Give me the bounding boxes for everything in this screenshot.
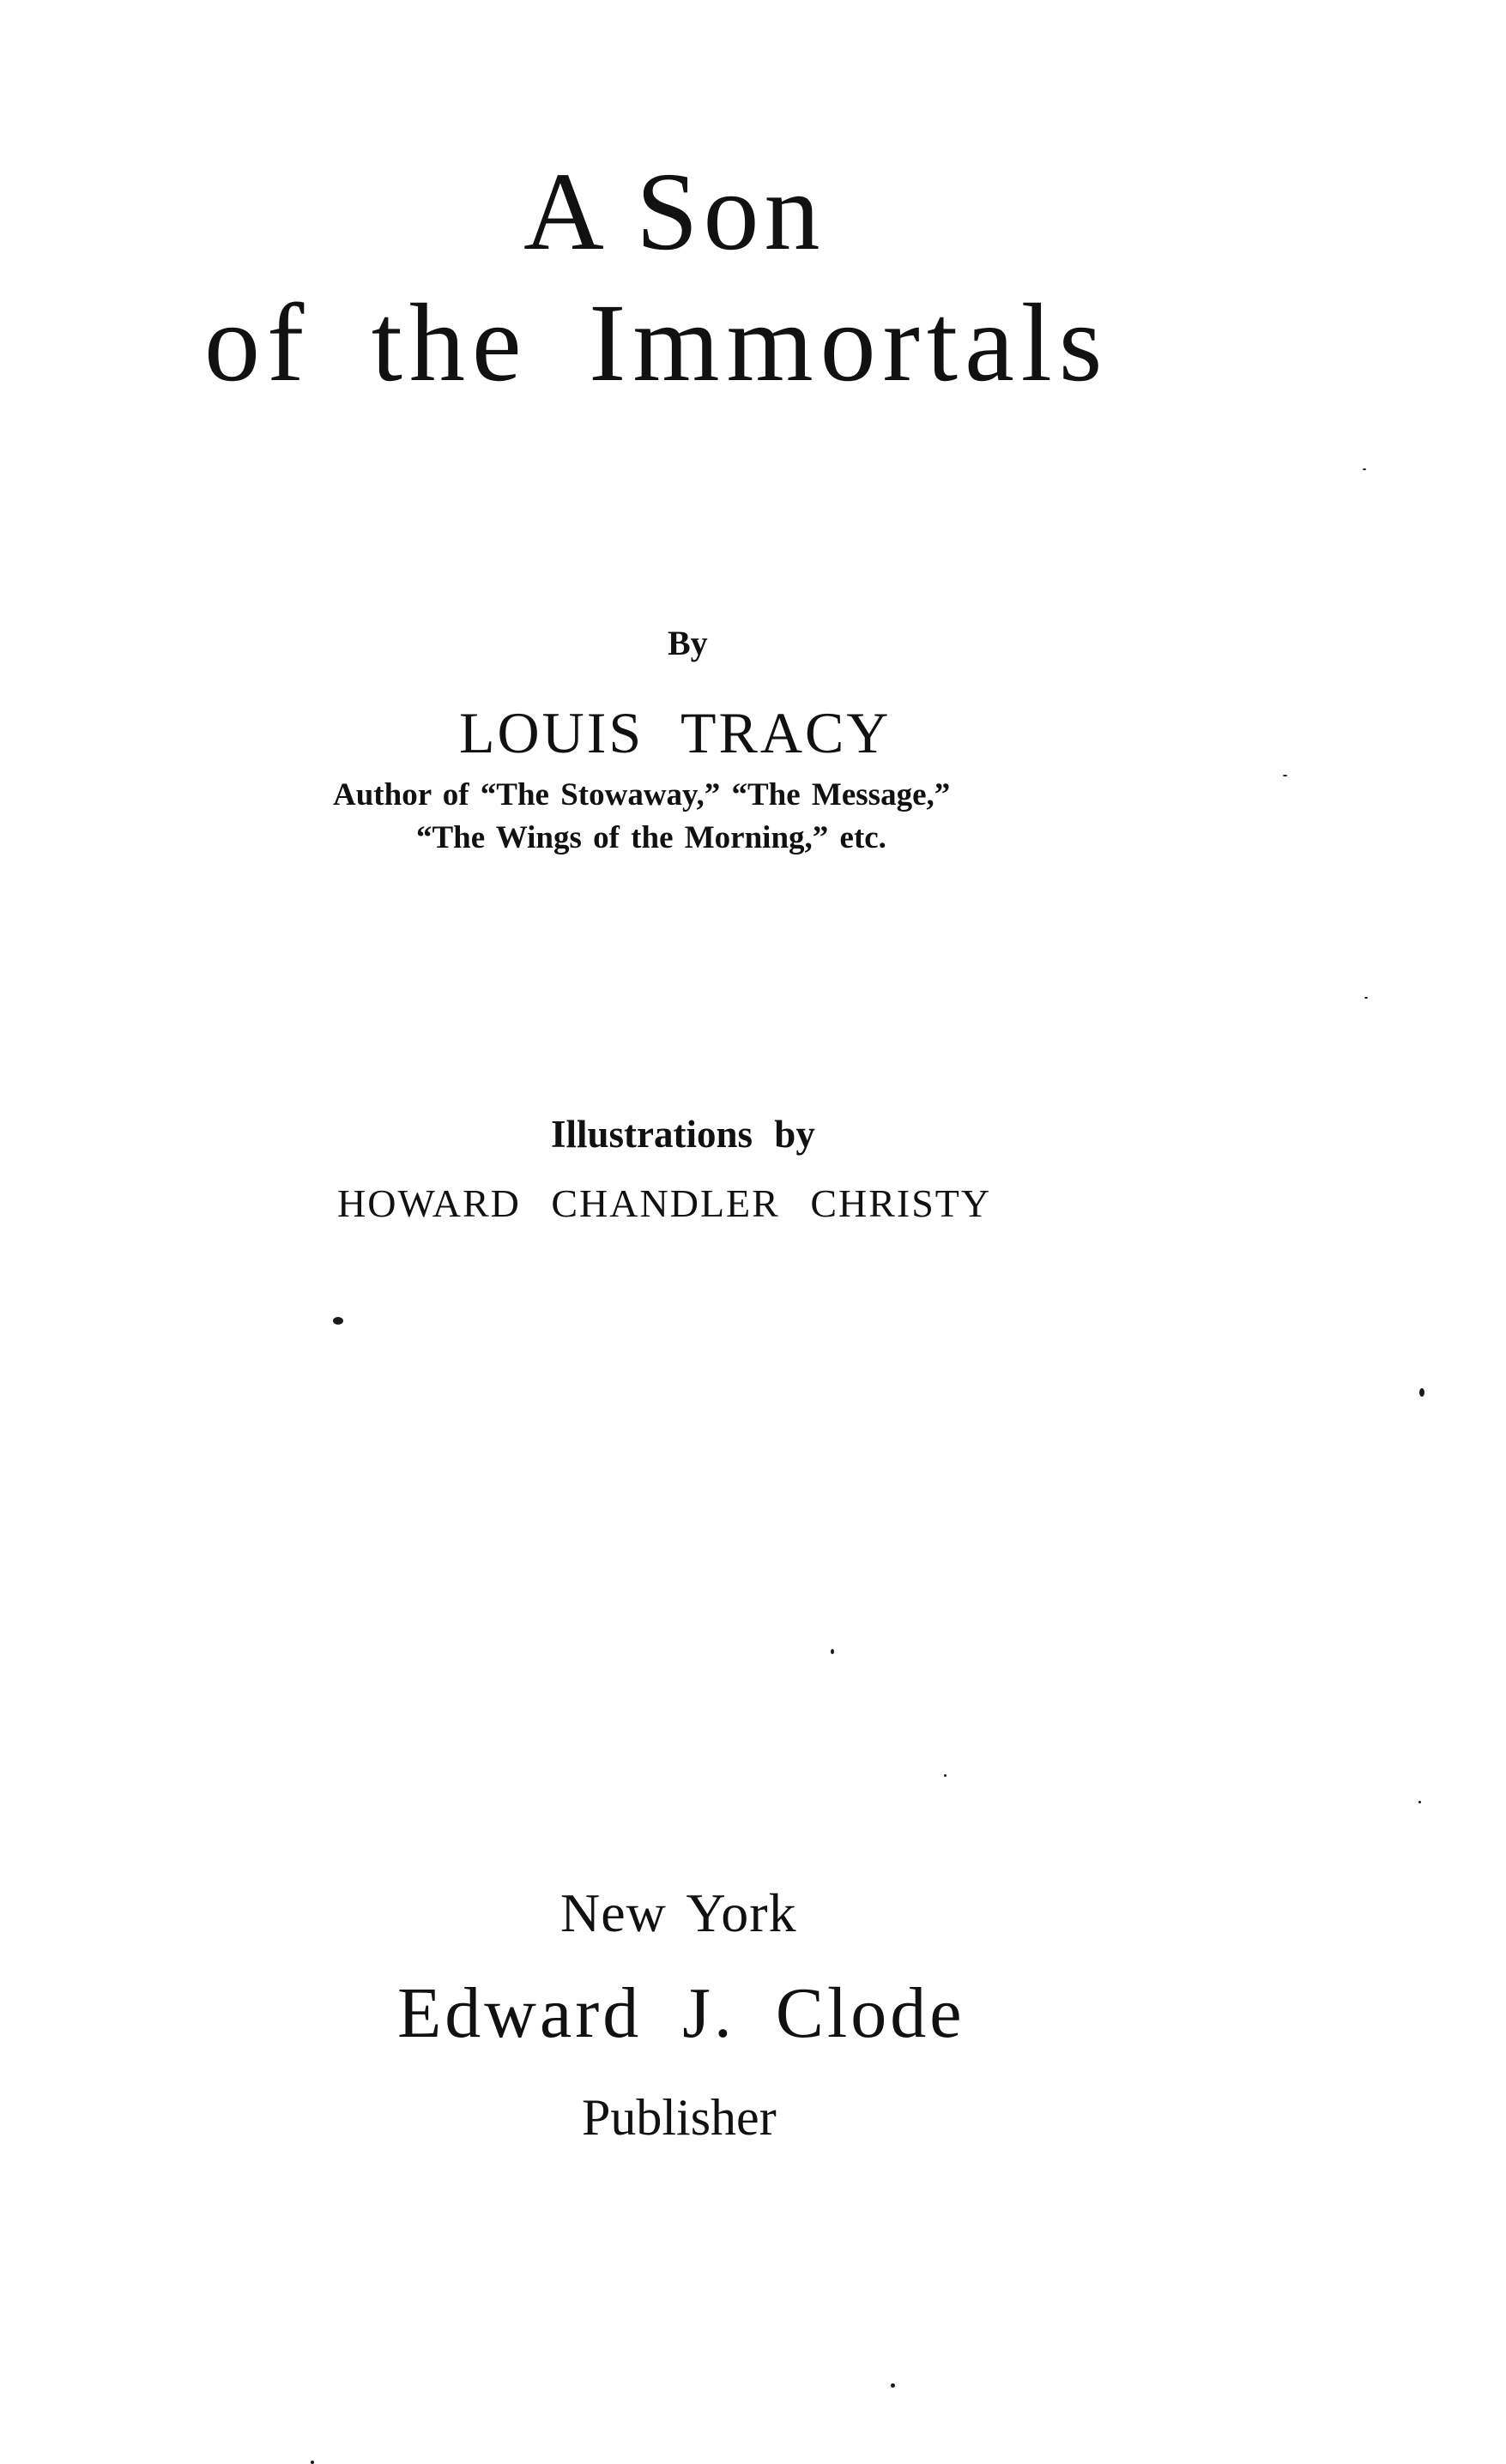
scan-speck [944, 1774, 947, 1777]
scan-speck [333, 1317, 343, 1325]
illustrations-label: Illustrations by [551, 1113, 815, 1156]
by-label: By [668, 624, 708, 662]
scan-speck [1364, 997, 1368, 999]
scan-speck [891, 2383, 895, 2388]
scan-speck [1419, 1388, 1424, 1397]
publisher-label: Publisher [582, 2089, 777, 2146]
scan-speck [1418, 1801, 1421, 1803]
scan-speck [1363, 468, 1366, 470]
title-line-1: A Son [523, 150, 826, 274]
illustrator-name: HOWARD CHANDLER CHRISTY [337, 1181, 992, 1225]
title-line-2: of the Immortals [204, 281, 1110, 405]
author-name: LOUIS TRACY [459, 700, 892, 765]
other-works-line-2: “The Wings of the Morning,” etc. [416, 820, 886, 855]
publisher-name: Edward J. Clode [397, 1973, 965, 2053]
scan-speck [831, 1649, 834, 1654]
other-works-line-1: Author of “The Stowaway,” “The Message,” [333, 777, 951, 812]
scan-speck [311, 2461, 314, 2464]
scan-speck [1283, 775, 1287, 776]
imprint-city: New York [560, 1882, 797, 1943]
